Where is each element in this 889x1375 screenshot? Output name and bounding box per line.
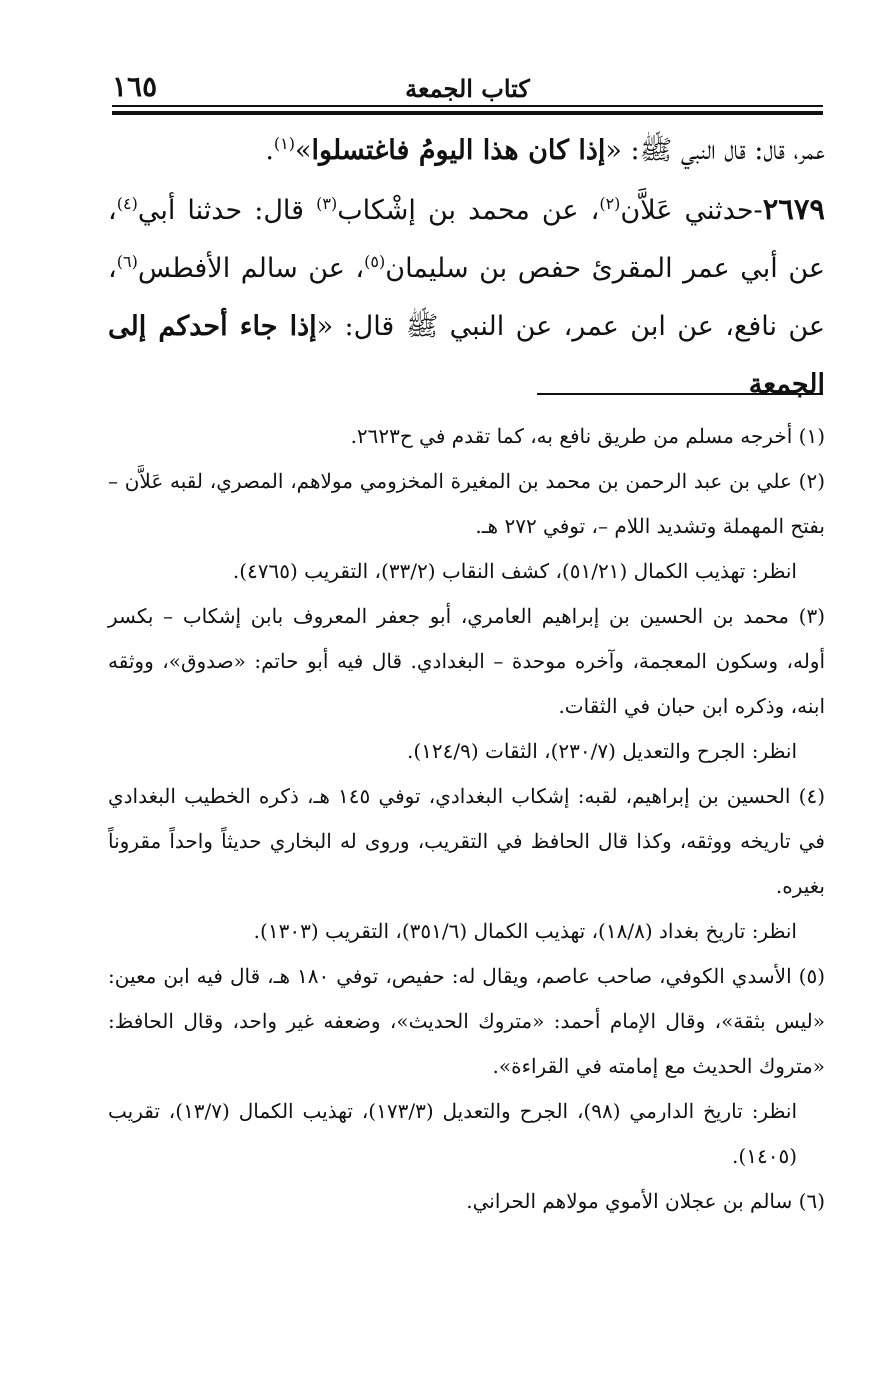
text-run: عمر، قال: قال النبي ﷺ: « (605, 135, 825, 166)
text-run: ، عن نافع، عن ابن عمر، عن النبي ﷺ قال: « (108, 253, 825, 342)
footnote-2: (٢) علي بن عبد الرحمن بن محمد بن المغيرة المخزومي مولاهم، المصري، لقبه عَلاَّن – بفتح المهملة وتشديد اللام –، توفي ٢٧٢ هـ. (108, 469, 825, 538)
footnote-5-sources: انظر: تاريخ الدارمي (٩٨)، الجرح والتعديل (١٧٣/٣)، تهذيب الكمال (١٣/٧)، تقريب (١٤٠٥). (108, 1099, 797, 1168)
hadith-number: ٢٦٧٩ (762, 192, 825, 226)
running-title: كتاب الجمعة (405, 74, 530, 103)
footnote-6: (٦) سالم بن عجلان الأموي مولاهم الحراني. (466, 1189, 825, 1213)
footnote-5: (٥) الأسدي الكوفي، صاحب عاصم، ويقال له: حفيص، توفي ١٨٠ هـ، قال فيه ابن معين: «ليس بثقة»، وقال الإمام أحمد: «متروك الحديث»، وضعفه غير واحد، وقال الحافظ: «متروك الحديث مع إمامته في القراءة». (108, 964, 825, 1078)
footnote-ref: (٢) (599, 194, 621, 213)
footnotes (108, 414, 825, 1224)
footnote-ref: (٤) (116, 194, 138, 213)
footnote-4-sources: انظر: تاريخ بغداد (١٨/٨)، تهذيب الكمال (٣٥١/٦)، التقريب (١٣٠٣). (253, 919, 797, 943)
footnote-divider (537, 393, 823, 395)
main-paragraph-1 (108, 122, 825, 180)
footnote-ref: (٣) (316, 194, 338, 213)
text-run: قال: حدثنا أبي (137, 195, 317, 226)
footnote-ref: (١) (273, 134, 296, 153)
footnote-ref: (٦) (116, 252, 138, 271)
text-run: ، عن محمد بن إشْكاب (337, 195, 600, 226)
page-header (112, 70, 823, 106)
text-run: ، عن سالم الأفطس (137, 253, 365, 284)
header-rule-thick (112, 111, 823, 115)
text-run: -حدثني عَلاَّن (620, 195, 763, 226)
footnote-1: (١) أخرجه مسلم من طريق نافع به، كما تقدم في ح٢٦٢٣. (350, 424, 825, 448)
hadith-matn: إذا جاء أحدكم إلى الجمعة (108, 311, 825, 400)
footnote-3-sources: انظر: الجرح والتعديل (٢٣٠/٧)، الثقات (١٢٤/٩). (407, 739, 797, 763)
footnote-3: (٣) محمد بن الحسين بن إبراهيم العامري، أبو جعفر المعروف بابن إشكاب – بكسر أوله، وسكون المعجمة، وآخره موحدة – البغدادي. قال فيه أبو حاتم: «صدوق»، ووثقه ابنه، وذكره ابن حبان في الثقات. (108, 604, 825, 718)
footnote-2-sources: انظر: تهذيب الكمال (٥١/٢١)، كشف النقاب (٣٣/٢)، التقريب (٤٧٦٥). (232, 559, 797, 583)
main-text (108, 122, 825, 414)
text-run: » (295, 135, 312, 166)
header-rule-thin (112, 105, 823, 107)
main-paragraph-2 (108, 180, 825, 414)
text-run: . (265, 135, 274, 166)
page-number: ١٦٥ (112, 70, 158, 103)
footnote-4: (٤) الحسين بن إبراهيم، لقبه: إشكاب البغدادي، توفي ١٤٥ هـ، ذكره الخطيب البغدادي في تاريخه ووثقه، وكذا قال الحافظ في التقريب، وروى له البخاري حديثاً واحداً مقروناً بغيره. (108, 784, 825, 898)
hadith-matn: إذا كان هذا اليومُ فاغتسلوا (311, 135, 606, 166)
footnote-ref: (٥) (364, 252, 386, 271)
text-run: ، عن أبي عمر المقرئ حفص بن سليمان (108, 195, 825, 284)
